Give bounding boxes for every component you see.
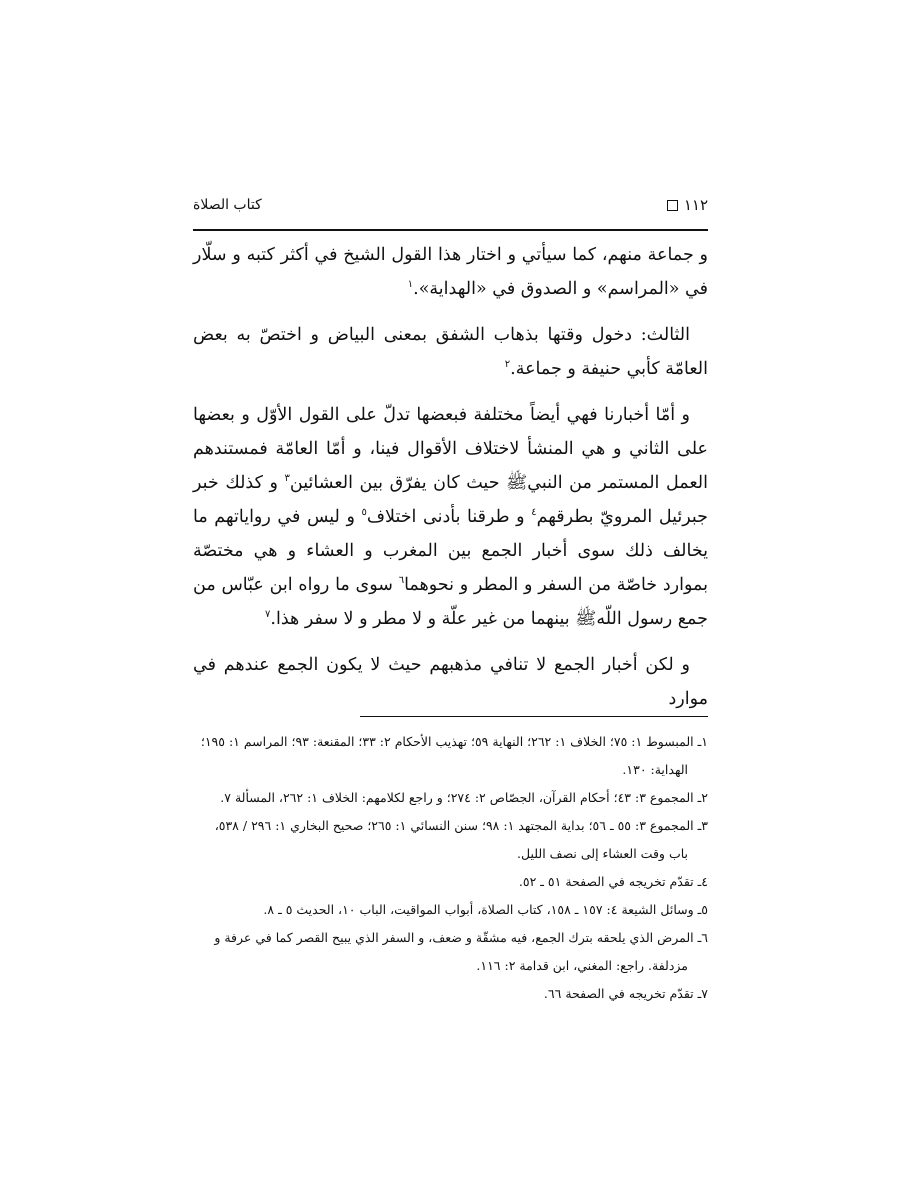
square-box-icon — [667, 200, 678, 211]
footnote: ٤ـ تقدّم تخريجه في الصفحة ٥١ ـ ٥٢. — [518, 874, 708, 889]
body-text — [193, 238, 708, 728]
paragraph-2: الثالث: دخول وقتها بذهاب الشفق بمعنى البياض و اختصّ به بعض العامّة كأبي حنيفة و جماعة.$^٢$ — [193, 325, 708, 379]
footnote: ٢ـ المجموع ٣: ٤٣؛ أحكام القرآن، الجصّاص ٢: ٢٧٤؛ و راجع لكلامهم: الخلاف ١: ٢٦٢، المسألة ٧. — [220, 790, 708, 805]
page-number — [667, 196, 708, 214]
footnote-ref-7: ٧ — [265, 609, 271, 621]
footnote: ٥ـ وسائل الشيعة ٤: ١٥٧ ـ ١٥٨، كتاب الصلاة، أبواب المواقيت، الباب ١٠، الحديث ٥ ـ ٨. — [263, 902, 708, 917]
page-number-text: ١١٢ — [683, 196, 708, 214]
paragraph-4: و لكن أخبار الجمع لا تنافي مذهبهم حيث لا يكون الجمع عندهم في موارد — [193, 655, 708, 709]
footnote-ref-1: ١ — [407, 279, 414, 291]
header-rule — [193, 229, 708, 231]
honorific-glyph: ﷺ — [575, 609, 597, 629]
honorific-glyph: ﷺ — [506, 473, 528, 493]
footnote-separator — [360, 716, 708, 717]
footnote: ٧ـ تقدّم تخريجه في الصفحة ٦٦. — [543, 986, 708, 1001]
footnote-ref-6: ٦ — [398, 575, 405, 587]
footnote-ref-2: ٢ — [504, 359, 511, 371]
footnotes — [193, 728, 708, 1008]
footnote: ٦ـ المرض الذي يلحقه بترك الجمع، فيه مشقّة و ضعف، و السفر الذي يبيح القصر كما في عرفة و مزدلفة. راجع: المغني، ابن قدامة ٢: ١١٦. — [214, 930, 708, 973]
book-title: كتاب الصلاة — [193, 197, 262, 213]
footnote-ref-3: ٣ — [284, 473, 290, 485]
footnote-ref-4: ٤ — [531, 507, 537, 519]
footnote: ٣ـ المجموع ٣: ٥٥ ـ ٥٦؛ بداية المجتهد ١: ٩٨؛ سنن النسائي ١: ٢٦٥؛ صحيح البخاري ١: ٢٩٦ / ٥٣٨، باب وقت العشاء إلى نصف الليل. — [214, 818, 708, 861]
paragraph-1: و جماعة منهم، كما سيأتي و اختار هذا القول الشيخ في أكثر كتبه و سلّار في «المراسم» و الصدوق في «الهداية».$^١$ — [193, 245, 708, 299]
footnote: ١ـ المبسوط ١: ٧٥؛ الخلاف ١: ٢٦٢؛ النهاية ٥٩؛ تهذيب الأحكام ٢: ٣٣؛ المقنعة: ٩٣؛ المراسم ١: ١٩٥؛ الهداية: ١٣٠. — [200, 734, 708, 777]
footnote-ref-5: ٥ — [361, 507, 367, 519]
paragraph-3: و أمّا أخبارنا فهي أيضاً مختلفة فبعضها تدلّ على القول الأوّل و بعضها على الثاني و هي المنشأ لاختلاف الأقوال فينا، و أمّا العامّة فمستندهم العمل المستمر من النبيﷺ حيث كان يفرّق بين العشائين$^٣$ و كذلك خبر جبرئيل المرويّ بطرقهم$^٤$ و طرقنا بأدنى اختلاف$^٥$ و ليس في رواياتهم ما يخالف ذلك سوى أخبار الجمع بين المغرب و العشاء و هي مختصّة بموارد خاصّة من السفر و المطر و نحوهما$^٦$ سوى ما رواه ابن عبّاس من جمع رسول اللّهﷺ بينهما من غير علّة و لا مطر و لا سفر هذا.$^٧$ — [193, 405, 708, 629]
running-head — [193, 196, 708, 222]
